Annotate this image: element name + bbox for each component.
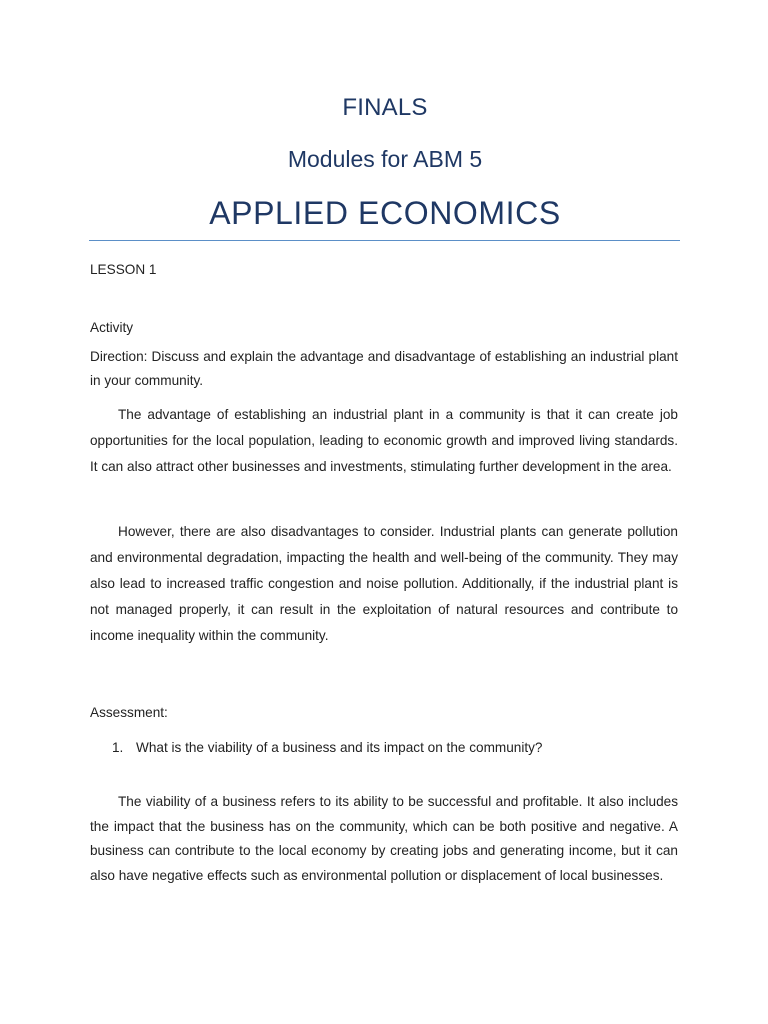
assessment-question bbox=[112, 740, 672, 755]
subject-title: APPLIED ECONOMICS bbox=[209, 195, 561, 231]
question-number: 1. bbox=[112, 740, 124, 755]
question-text: What is the viability of a business and its impact on the community? bbox=[136, 740, 543, 755]
assessment-answer-paragraph: The viability of a business refers to its ability to be successful and profitable. It also includes the impact that the business has on the community, which can be both positive and negative. A business can contribute to the local economy by creating jobs and generating income, but it can also have negative effects such as environmental pollution or displacement of local businesses. bbox=[90, 794, 678, 883]
activity-paragraph-advantage: The advantage of establishing an industrial plant in a community is that it can create job opportunities for the local population, leading to economic growth and improved living standards. It can also attract other businesses and investments, stimulating further development in the area. bbox=[90, 407, 678, 474]
lesson-label: LESSON 1 bbox=[90, 262, 157, 277]
direction-text: Discuss and explain the advantage and disadvantage of establishing an industrial plant in your community. bbox=[90, 349, 678, 388]
title-divider bbox=[89, 240, 680, 241]
direction-paragraph bbox=[90, 345, 678, 393]
direction-label: Direction: bbox=[90, 349, 148, 364]
activity-heading: Activity bbox=[90, 320, 134, 335]
finals-heading: FINALS bbox=[342, 94, 428, 121]
assessment-heading: Assessment: bbox=[90, 705, 168, 720]
activity-paragraph-disadvantage: However, there are also disadvantages to consider. Industrial plants can generate pollution and environmental degradation, impacting the health and well-being of the community. They may also lead to increased traffic congestion and noise pollution. Additionally, if the industrial plant is not managed properly, it can result in the exploitation of natural resources and contribute to income inequality within the community. bbox=[90, 524, 678, 643]
modules-subheading: Modules for ABM 5 bbox=[287, 146, 483, 172]
